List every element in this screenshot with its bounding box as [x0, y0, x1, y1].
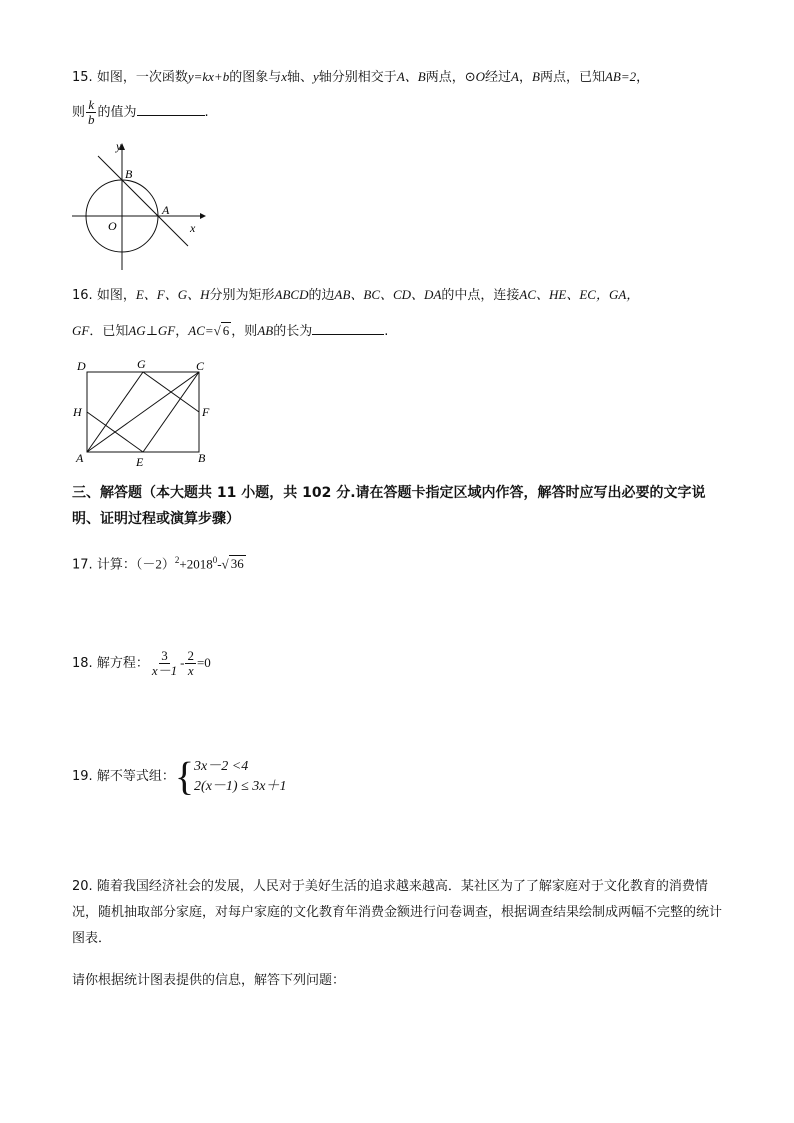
q16-line2: GF．已知AG⊥GF，AC=√ 6 ，则AB的长为 . [72, 323, 389, 339]
segment-ac [87, 372, 199, 452]
inequality-system: 3x－2 <4 2(x－1) ≤ 3x＋1 [194, 758, 287, 794]
label-b: B [198, 451, 206, 465]
q19-number: 19. [72, 769, 93, 784]
q20-prompt: 请你根据统计图表提供的信息，解答下列问题： [72, 973, 346, 988]
q18-fraction-2: $\frac{2}{x}$ [187, 648, 194, 678]
label-x: x [190, 221, 196, 235]
label-g: G [137, 357, 146, 371]
q19: 19. 解不等式组：{ 3x－2 <4 2(x－1) ≤ 3x＋1 [72, 753, 287, 799]
label-a: A [76, 451, 84, 465]
q15-fraction: $\frac{k}{b}$ [88, 97, 95, 127]
label-h: H [73, 405, 82, 419]
q15-figure [70, 140, 210, 272]
q18-fraction-1: $\frac{3}{x-1}$ [151, 648, 178, 678]
label-b: B [125, 167, 133, 181]
brace-icon: { [174, 753, 195, 799]
q16-line1: 16. 如图，E、F、G、H分别为矩形ABCD的边AB、BC、CD、DA的中点，连接AC、HE、EC，GA， [72, 287, 640, 303]
label-o: O [108, 219, 117, 233]
q15-line2: 则 $\frac{k}{b}$ 的值为 . [72, 97, 209, 127]
x-axis-arrow-icon [200, 213, 206, 219]
answer-blank[interactable] [137, 103, 205, 116]
sqrt-36: √ 36 [221, 556, 244, 572]
segment-ec [143, 372, 199, 452]
q18: 18. 解方程： $\frac{3}{x-1}$ - $\frac{2}{x}$ =0 [72, 648, 211, 678]
q17: 17. 计算：$(-2)^2+2018^0-√$ 36 [72, 555, 244, 573]
q20-paragraph: 20. 随着我国经济社会的发展，人民对于美好生活的追求越来越高．某社区为了了解家庭对于文化教育的消费情况，随机抽取部分家庭，对每户家庭的文化教育年消费金额进行问卷调查，根据调查结果绘制成两幅不完整的统计图表． [72, 879, 723, 946]
q18-number: 18. [72, 656, 93, 671]
q16-number: 16. [72, 288, 93, 303]
label-y: y [116, 140, 122, 153]
segment-ga [87, 372, 143, 452]
sqrt-six: √ 6 [213, 323, 230, 338]
q15-line1: 15. 如图，一次函数y=kx+b的图象与x轴、y轴分别相交于A、B两点，⊙O经过A，B两点，已知AB=2， [72, 69, 650, 85]
label-c: C [196, 359, 205, 373]
label-f: F [202, 405, 210, 419]
answer-blank[interactable] [312, 322, 384, 335]
label-d: D [77, 359, 86, 373]
q20-number: 20. [72, 879, 93, 894]
label-e: E [136, 455, 144, 469]
q15-number: 15. [72, 70, 93, 85]
q17-number: 17. [72, 557, 93, 573]
q16-figure [70, 356, 220, 470]
section-3-heading: 三、解答题（本大题共 11 小题，共 102 分.请在答题卡指定区域内作答，解答时应写出必要的文字说明、证明过程或演算步骤） [72, 485, 706, 527]
label-a: A [162, 203, 170, 217]
